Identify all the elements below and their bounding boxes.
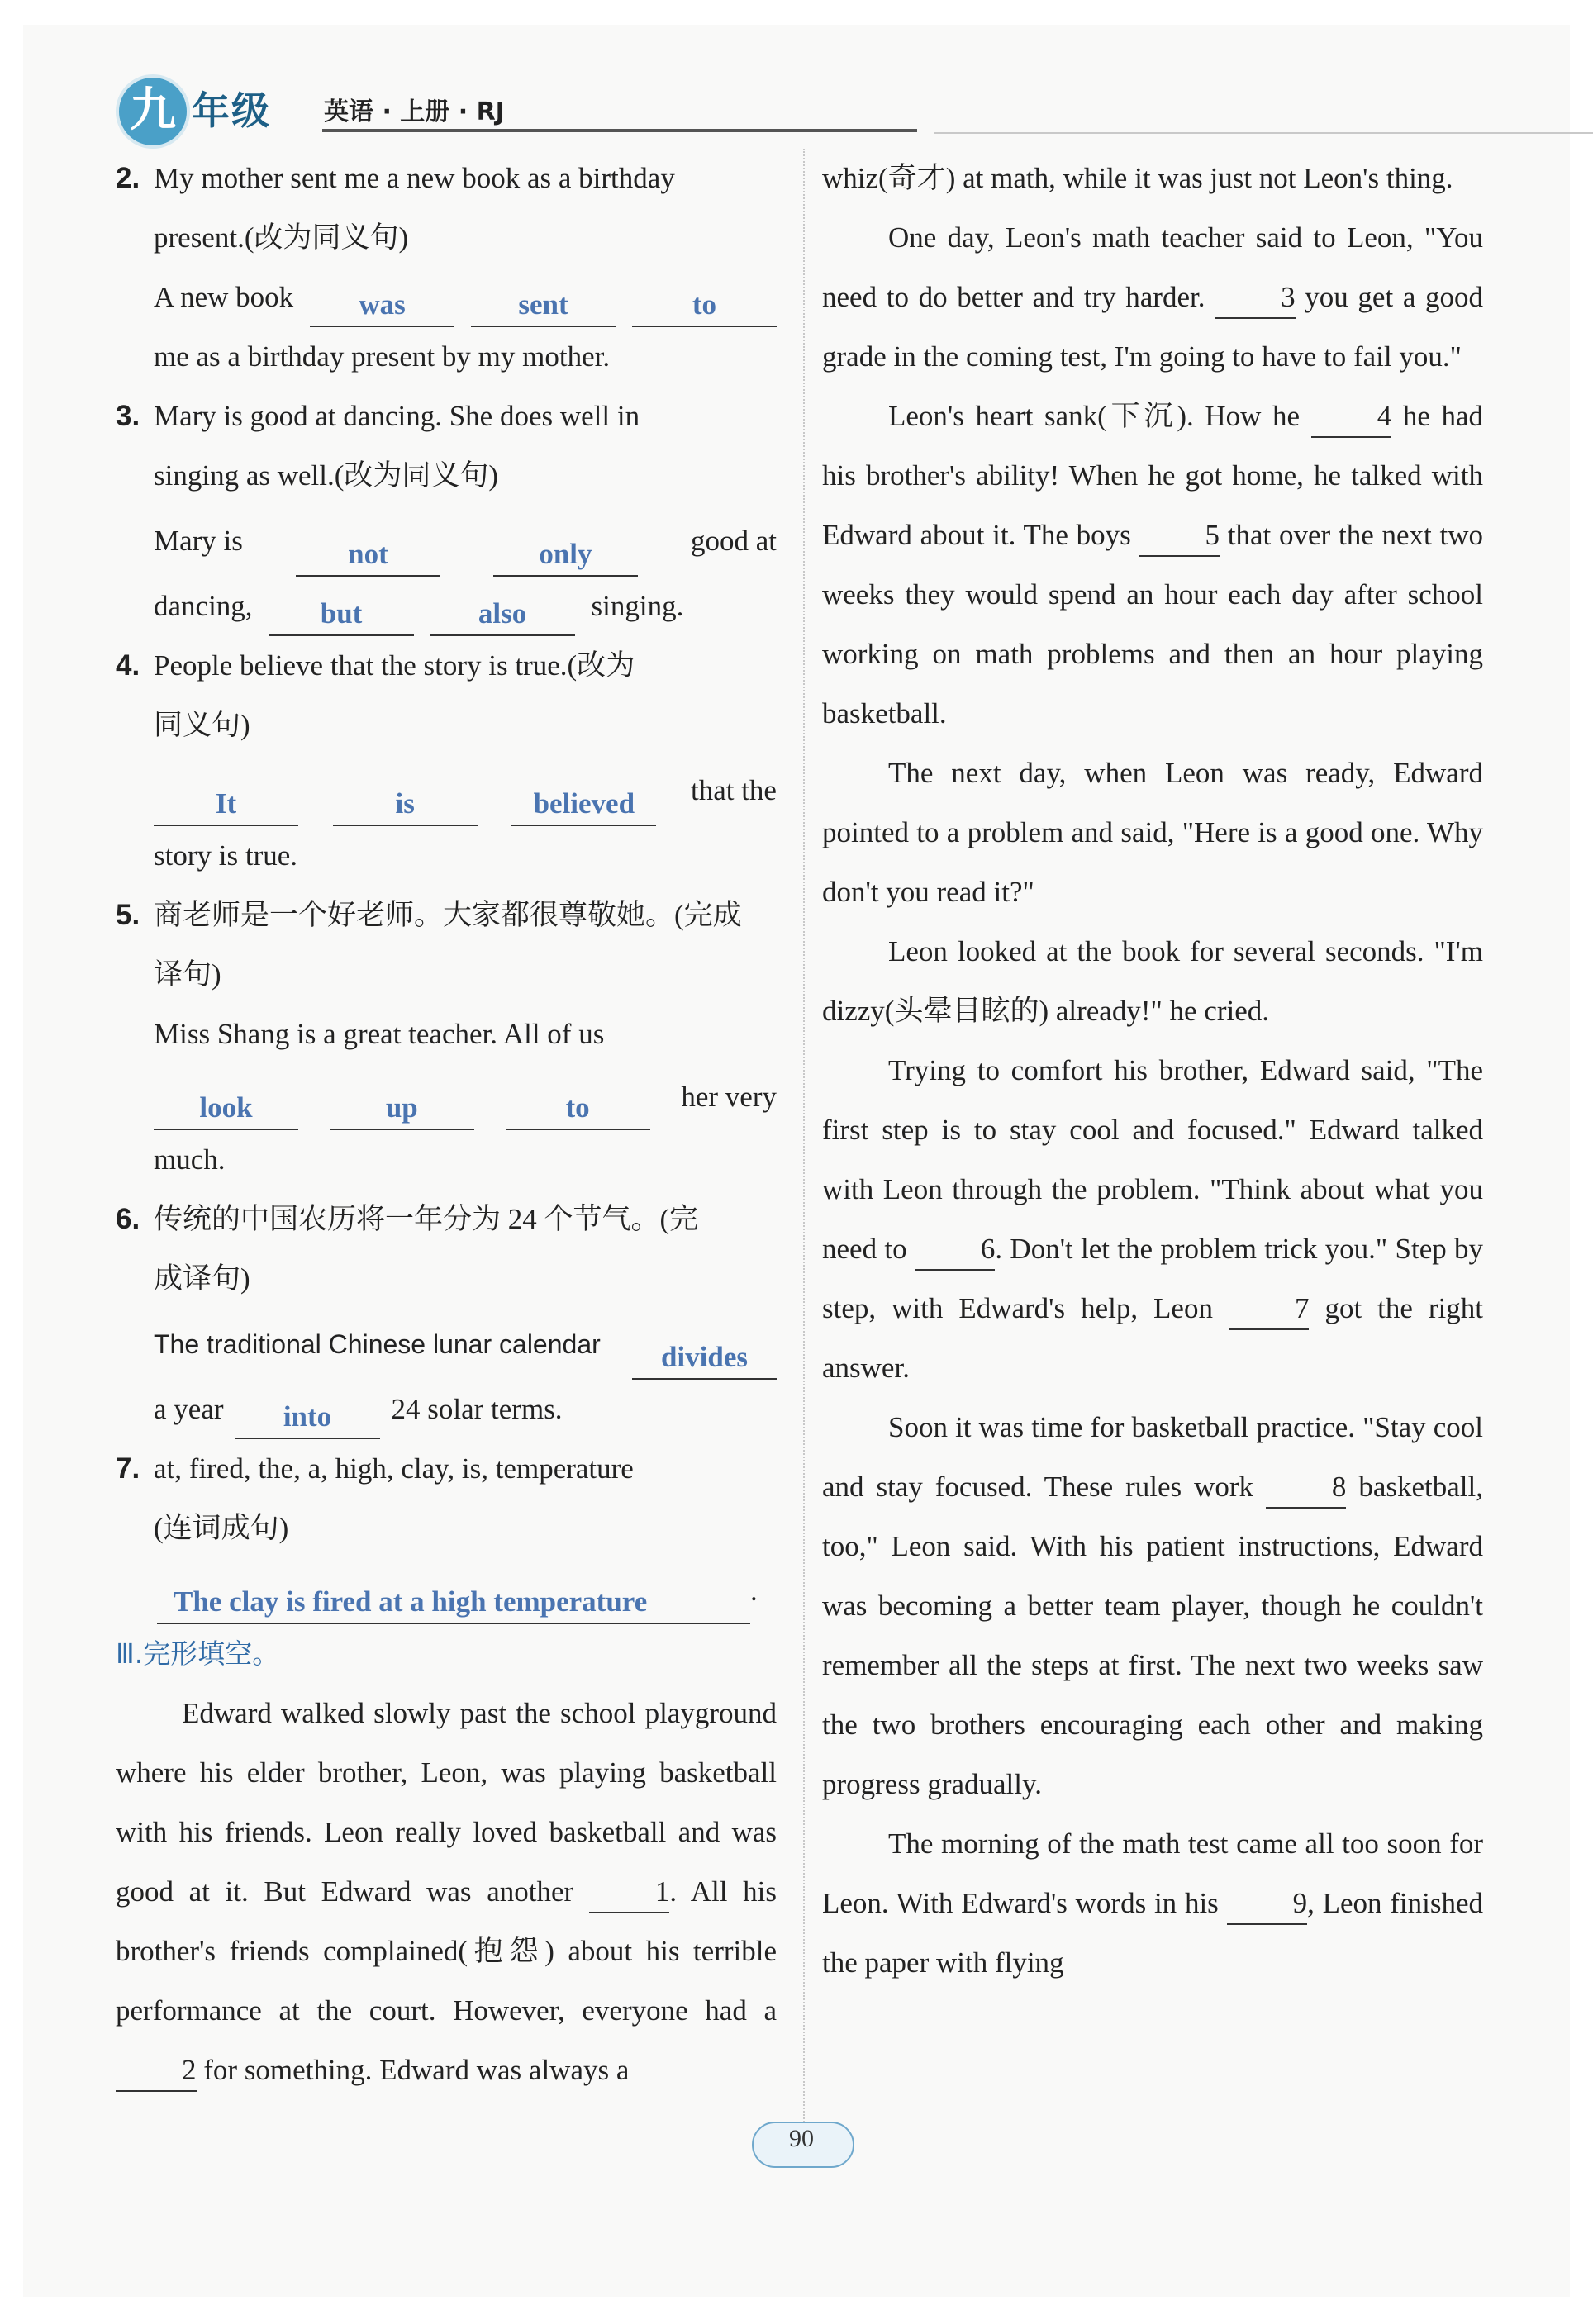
- answer-text: much.: [154, 1143, 226, 1176]
- answer-blank[interactable]: sent: [471, 284, 616, 327]
- question-4: [116, 636, 777, 755]
- passage-text: . Don't let the problem trick you." Step by step, with Edward's help, Leon: [822, 1233, 1484, 1324]
- cloze-blank-4[interactable]: 4: [1311, 397, 1392, 438]
- answer-blank[interactable]: was: [310, 284, 454, 327]
- passage-text: . All his brother's friends complained(抱怨) about his terrible performance at the court. However, everyone had a: [116, 1875, 777, 2027]
- passage-text: basketball, too," Leon said. With his patient instructions, Edward was becoming a better team player, though he couldn't remember all the steps at first. The next two weeks saw the two brothers encouraging each other and making progress gradually.: [822, 1471, 1483, 1800]
- question-number: 4.: [116, 649, 140, 682]
- passage-text: got the right answer.: [822, 1292, 1484, 1384]
- answer-line: [116, 1309, 777, 1380]
- question-2: [116, 149, 777, 268]
- question-5: [116, 886, 777, 1064]
- question-instruction: 成译句): [154, 1262, 250, 1295]
- answer-line: [116, 506, 777, 577]
- header-rule: [322, 129, 917, 132]
- question-text: 商老师是一个好老师。大家都很尊敬她。(完成: [154, 899, 742, 931]
- question-number: 7.: [116, 1452, 140, 1485]
- question-text: People believe that the story is true.(改为: [154, 649, 635, 682]
- passage-text: Trying to comfort his brother, Edward said, "The first step is to stay cool and focused." Edward talked with Leon through the problem. "Think about what you need to: [822, 1054, 1483, 1265]
- passage-paragraph: [822, 1814, 1483, 1993]
- answer-text: story is true.: [154, 839, 298, 872]
- answer-line: [116, 577, 777, 636]
- answer-text: a year: [154, 1393, 224, 1425]
- question-6: [116, 1190, 777, 1309]
- answer-blank[interactable]: divides: [632, 1337, 777, 1380]
- answer-blank[interactable]: to: [506, 1087, 650, 1130]
- right-column: [822, 149, 1483, 1993]
- passage-paragraph: The next day, when Leon was ready, Edward pointed to a problem and said, "Here is a good one. Why don't you read it?": [822, 757, 1483, 908]
- cloze-blank-9[interactable]: 9: [1227, 1884, 1308, 1925]
- question-7: [116, 1439, 777, 1558]
- answer-line: [116, 1380, 777, 1439]
- answer-line: [116, 1064, 777, 1130]
- answer-blank[interactable]: is: [333, 783, 478, 826]
- question-text: Miss Shang is a great teacher. All of us: [154, 1018, 605, 1050]
- passage-text: The morning of the math test came all too soon for Leon. With Edward's words in his: [822, 1827, 1483, 1919]
- question-instruction: 译句): [154, 958, 221, 991]
- answer-blank[interactable]: It: [154, 783, 298, 826]
- passage-text: you get a good grade in the coming test, I'm going to have to fail you.": [822, 281, 1484, 373]
- answer-blank[interactable]: into: [235, 1396, 380, 1439]
- cloze-blank-1[interactable]: 1: [589, 1872, 670, 1913]
- cloze-passage: [116, 1684, 777, 2100]
- question-text: 传统的中国农历将一年分为 24 个节气。(完: [154, 1203, 699, 1235]
- answer-blank[interactable]: not: [296, 534, 440, 577]
- answer-line: [116, 755, 777, 826]
- left-column: [116, 149, 777, 2100]
- cloze-blank-2[interactable]: 2: [116, 2051, 197, 2092]
- passage-paragraph: [822, 208, 1483, 387]
- passage-text: , Leon finished the paper with flying: [822, 1887, 1483, 1979]
- page-number: 90: [789, 2125, 814, 2152]
- question-instruction: 同义句): [154, 709, 250, 741]
- passage-paragraph: [822, 1041, 1483, 1398]
- question-3: [116, 387, 777, 506]
- answer-text: good at: [690, 525, 777, 557]
- grade-badge: 九: [116, 74, 190, 149]
- passage-paragraph: [822, 387, 1483, 744]
- answer-blank[interactable]: look: [154, 1087, 298, 1130]
- answer-text: that the: [690, 774, 777, 806]
- answer-text: A new book: [154, 281, 294, 313]
- page-footer: [735, 2115, 868, 2173]
- answer-blank[interactable]: The clay is fired at a high temperature: [157, 1581, 750, 1624]
- book-subtitle: 英语 · 上册 · RJ: [324, 97, 505, 126]
- passage-text: Edward walked slowly past the school playground where his elder brother, Leon, was playing basketball with his friends. Leon really loved basketball and was good at it. But Edward was another: [116, 1697, 777, 1908]
- answer-blank[interactable]: but: [269, 593, 414, 636]
- passage-text: Soon it was time for basketball practice. "Stay cool and stay focused. These rules work: [822, 1411, 1483, 1503]
- passage-text: One day, Leon's math teacher said to Leon, "You need to do better and try harder.: [822, 221, 1483, 313]
- answer-blank[interactable]: to: [632, 284, 777, 327]
- answer-text: The traditional Chinese lunar calendar: [154, 1329, 601, 1359]
- answer-text: 24 solar terms.: [391, 1393, 563, 1425]
- passage-text: whiz(奇才) at math, while it was just not Leon's thing.: [822, 162, 1453, 194]
- answer-text: dancing,: [154, 590, 253, 622]
- question-text: at, fired, the, a, high, clay, is, temperature: [154, 1452, 634, 1485]
- question-text: My mother sent me a new book as a birthday: [154, 162, 675, 194]
- column-divider: [803, 149, 805, 2148]
- answer-text: singing.: [591, 590, 684, 622]
- question-number: 3.: [116, 400, 140, 432]
- answer-blank[interactable]: believed: [511, 783, 656, 826]
- question-instruction: present.(改为同义句): [154, 221, 409, 254]
- question-number: 2.: [116, 162, 140, 194]
- grade-label: 年级: [192, 88, 271, 133]
- passage-paragraph: [822, 1398, 1483, 1814]
- question-instruction: (连词成句): [154, 1512, 289, 1544]
- cloze-blank-8[interactable]: 8: [1266, 1467, 1347, 1509]
- question-text: Mary is good at dancing. She does well in: [154, 400, 640, 432]
- answer-text: Mary is: [154, 525, 243, 557]
- answer-text: her very: [681, 1081, 777, 1113]
- cloze-blank-6[interactable]: 6: [915, 1229, 996, 1271]
- cloze-blank-3[interactable]: 3: [1215, 278, 1296, 319]
- cloze-blank-7[interactable]: 7: [1229, 1289, 1310, 1330]
- answer-text: .: [750, 1575, 758, 1607]
- passage-text: he had his brother's ability! When he got home, he talked with Edward about it. The boys: [822, 400, 1484, 551]
- header-rule-thin: [934, 132, 1593, 134]
- answer-blank[interactable]: only: [493, 534, 638, 577]
- passage-text: that over the next two weeks they would spend an hour each day after school working on math problems and then an hour playing basketball.: [822, 519, 1484, 730]
- question-instruction: singing as well.(改为同义句): [154, 459, 499, 492]
- passage-paragraph: Leon looked at the book for several seconds. "I'm dizzy(头晕目眩的) already!" he cried.: [822, 935, 1483, 1027]
- question-number: 6.: [116, 1203, 140, 1235]
- answer-line: [116, 1558, 777, 1624]
- question-number: 5.: [116, 899, 140, 931]
- answer-line: [116, 268, 777, 327]
- passage-text: for something. Edward was always a: [203, 2054, 630, 2086]
- page-header: [116, 74, 1586, 140]
- answer-text: me as a birthday present by my mother.: [154, 340, 611, 373]
- answer-blank[interactable]: up: [330, 1087, 474, 1130]
- cloze-blank-5[interactable]: 5: [1139, 516, 1220, 557]
- answer-blank[interactable]: also: [430, 593, 575, 636]
- passage-text: Leon's heart sank(下沉). How he: [888, 400, 1301, 432]
- section-heading: Ⅲ.完形填空。: [116, 1637, 280, 1670]
